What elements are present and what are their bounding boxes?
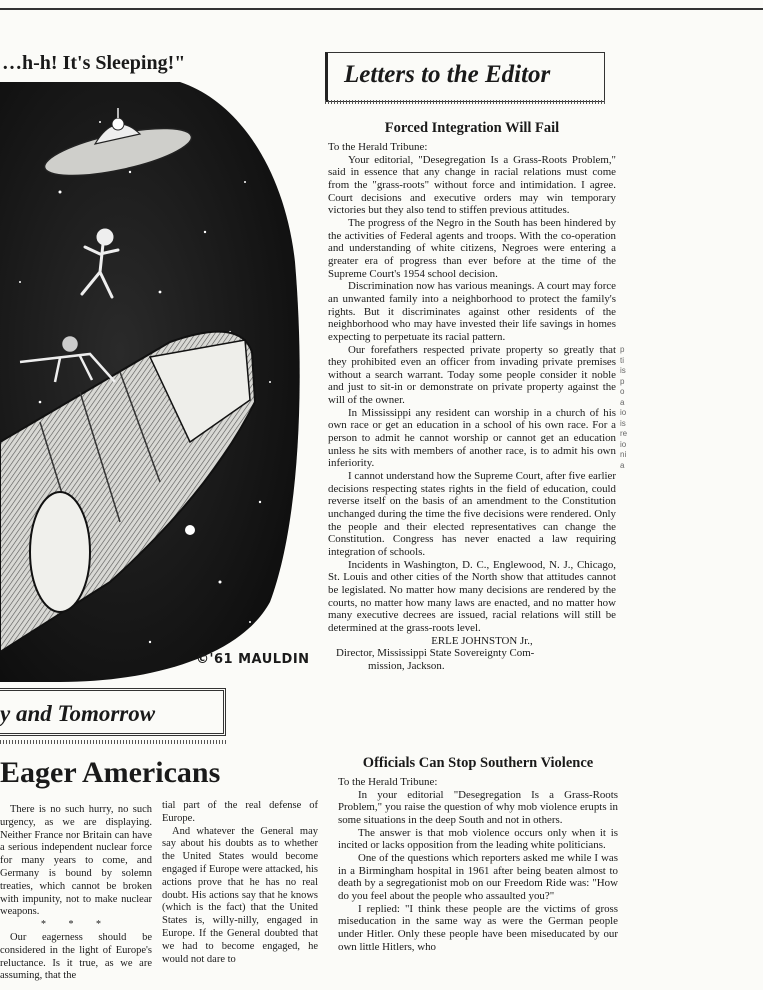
article-headline: Eager Americans (0, 756, 221, 789)
section-banner-text: y and Tomorrow (0, 701, 156, 726)
margin-fragments (620, 345, 632, 471)
paragraph: Our forefathers respected private property so greatly that they prohibited even an officer from invading private premises without a search warrant. Today some people consider it noble and just to sit-in or demonstrate on private property against the will of the owner. (328, 343, 616, 407)
section-banner (0, 688, 226, 736)
paragraph: There is no such hurry, no such urgency, as we are displaying. Neither France nor Britain can have a serious independent nuclear force for many years to come, and Germany is bound by solemn treaties, which cannot be broken with impunity, not to make nuclear weapons. (0, 804, 152, 918)
fragment: o (620, 387, 625, 396)
paragraph: Incidents in Washington, D. C., Englewood, N. J., Chicago, St. Louis and other cities of the North show that attitudes cannot be legislated. No matter how many decisions are rendered by the courts, no matter how many laws are enacted, and no matter how many executive decrees are issued, racial relations will still be determined at the grass-roots level. (328, 558, 616, 634)
separator-stars: * * * (41, 919, 111, 931)
banner-rule (0, 740, 226, 744)
fragment: is (620, 418, 626, 428)
signature: ERLE JOHNSTON Jr., (431, 634, 533, 647)
letter-headline: Forced Integration Will Fail (384, 120, 560, 136)
salutation: To the Herald Tribune: (328, 141, 428, 153)
letters-title-rule (325, 100, 605, 104)
paragraph: The answer is that mob violence occurs only when it is incited or lacks opposition from the leading white politicians. (338, 826, 618, 852)
paragraph: One of the questions which reporters asked me while I was in a Birmingham hospital in 1961 after being beaten almost to death by a segregationist mob on our Freedom Ride was: "How do you feel about the people who assaulted you?" (338, 851, 618, 902)
salutation: To the Herald Tribune: (338, 776, 438, 788)
paragraph: The progress of the Negro in the South has been hindered by the activities of Federal agents and troops. With the co-operation and understanding of white citizens, Negroes were entering a greater era of progress than ever before at the time of the Supreme Court's 1954 school decision. (328, 216, 616, 280)
paragraph: I replied: "I think these people are the victims of gross miseducation in the same way as were the German people under Hitler. Only these people have been miseducated by our own little Hitlers, who (338, 902, 618, 953)
letter-southern-violence (338, 755, 618, 953)
article-column-2 (162, 800, 318, 966)
affiliation-continued: mission, Jackson. (368, 659, 445, 672)
letter-body (328, 141, 616, 673)
letter-forced-integration (328, 120, 616, 673)
fragment: p (620, 345, 625, 354)
fragment: is (620, 366, 626, 375)
letters-section-title (325, 52, 605, 102)
paragraph: In your editorial "Desegregation Is a Grass-Roots Problem," you raise the question of why mob violence erupts in some situations in the deep South and not in others. (338, 788, 618, 826)
paragraph: Your editorial, "Desegregation Is a Grass-Roots Problem," said in essence that any change in racial relations must come from the "grass-roots" without force and intimidation. I agree. Court decisions and executive orders may win temporary victories but they also tend to stiffen previous attitudes. (328, 153, 616, 217)
fragment: a (620, 460, 625, 470)
paragraph: I cannot understand how the Supreme Court, after five earlier decisions respecting states rights in the field of education, could reverse itself on the basis of an amendment to the Constitution unchanged during the time the five decisions were rendered. Only the people and their elected representatives can change the Constitution. Congress has never enacted a law requiring integration of schools. (328, 470, 616, 558)
fragment: ti (620, 355, 624, 365)
affiliation: Director, Mississippi State Sovereignty Com- (336, 647, 535, 660)
letter-body (338, 776, 618, 953)
paragraph: Discrimination now has various meanings. A court may force an unwanted family into a neighborhood to protect the family's rights. But it discriminates against other residents of the neighborhood who may have invested their life savings in homes expecting to perpetuate its racial pattern. (328, 280, 616, 343)
cartoon-illustration (0, 82, 318, 692)
article-column-1 (0, 804, 152, 983)
letters-title-text: Letters to the Editor (344, 61, 551, 88)
letter-headline: Officials Can Stop Southern Violence (362, 755, 594, 771)
cartoon-caption: …h-h! It's Sleeping!" (2, 52, 186, 74)
paragraph: And whatever the General may say about his doubts as to whether the United States would become engaged if Europe were attacked, his actions prove that he has no real doubt. His actions say that he knows (which is the fact) that the United States is, willy-nilly, engaged in Europe. If the General doubted that we had to become engaged, he would not dare to (162, 825, 318, 965)
top-rule (0, 8, 763, 10)
paragraph: In Mississippi any resident can worship in a church of his own race or get an education in a school of his own race. For a person to admit he cannot worship or cannot get an education unless he sits with members of another race, is to admit his own inferiority. (328, 406, 616, 470)
paragraph: tial part of the real defense of Europe. (162, 800, 318, 824)
fragment: a (620, 397, 625, 407)
fragment: io (620, 439, 627, 449)
fragment: io (620, 408, 627, 417)
artist-credit: ©'61 MAULDIN (196, 652, 310, 667)
fragment: p (620, 376, 625, 386)
fragment: ni (620, 450, 627, 459)
fragment: re (620, 429, 628, 438)
paragraph: Our eagerness should be considered in the light of Europe's reluctance. Is it true, as we are assuming, that the (0, 931, 152, 982)
